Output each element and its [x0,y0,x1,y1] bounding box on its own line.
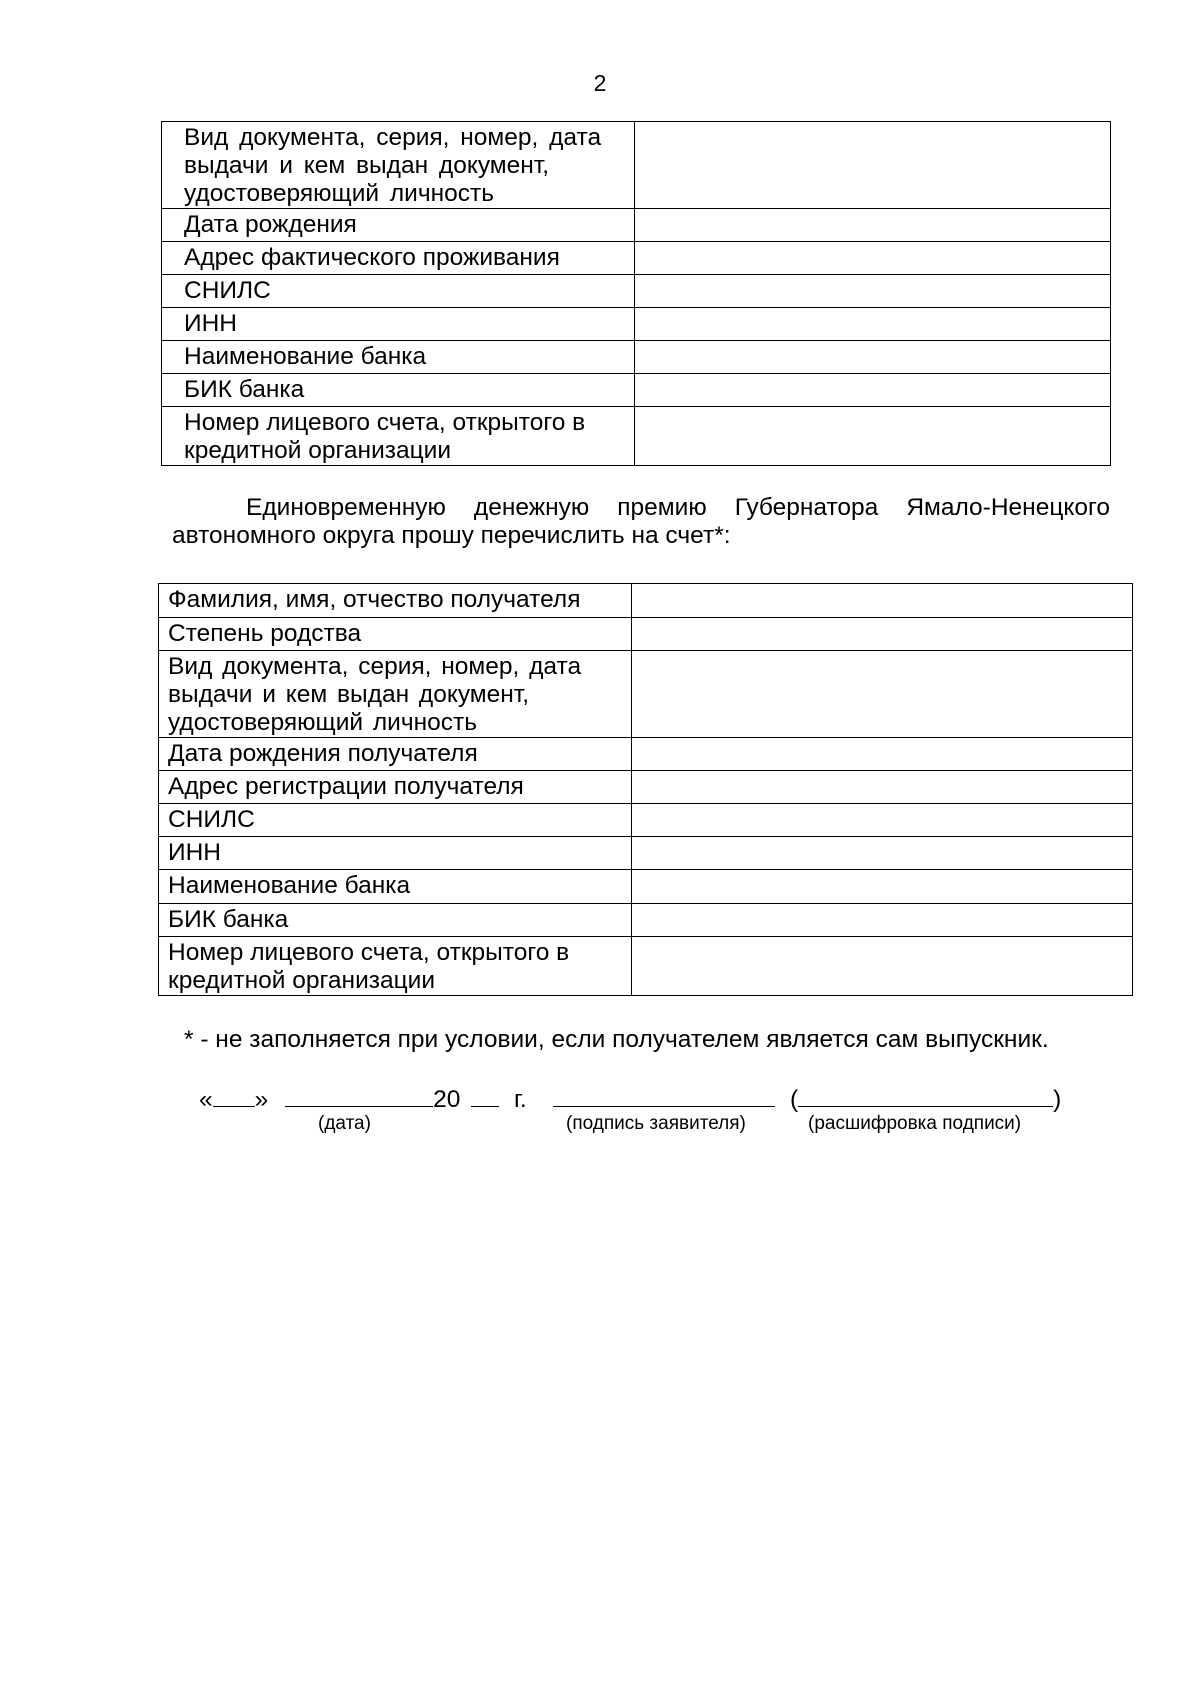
year-blank[interactable] [471,1084,499,1107]
row-label-actual-address: Адрес фактического проживания [162,242,635,275]
row-value-relationship[interactable] [632,618,1133,651]
row-value-inn[interactable] [632,837,1133,870]
table-row [162,275,1111,308]
row-value-inn[interactable] [635,308,1111,341]
row-label-document: Вид документа, серия, номер, дата выдачи и кем выдан документ, удостоверяющий личность [162,122,635,209]
signature-field [553,1084,775,1114]
table-row [162,122,1111,209]
row-label-inn: ИНН [159,837,632,870]
decoding-blank[interactable] [798,1084,1053,1107]
row-value-recipient-birth-date[interactable] [632,738,1133,771]
row-value-recipient-name[interactable] [632,584,1133,618]
row-value-snils[interactable] [632,804,1133,837]
row-value-actual-address[interactable] [635,242,1111,275]
applicant-details-table [161,121,1111,466]
row-label-bank-name: Наименование банка [159,870,632,904]
row-value-snils[interactable] [635,275,1111,308]
table-row [159,937,1133,996]
row-label-bank-bik: БИК банка [159,904,632,937]
recipient-details-table [158,583,1133,996]
signature-caption: (подпись заявителя) [566,1113,746,1134]
row-label-relationship: Степень родства [159,618,632,651]
table-row [159,804,1133,837]
table-row [159,771,1133,804]
row-label-document: Вид документа, серия, номер, дата выдачи и кем выдан документ, удостоверяющий личность [159,651,632,738]
month-blank[interactable] [285,1084,433,1107]
day-blank[interactable] [213,1084,255,1107]
table-row [162,341,1111,374]
table-row [162,209,1111,242]
row-label-inn: ИНН [162,308,635,341]
table-row [162,242,1111,275]
footnote: * - не заполняется при условии, если получателем является сам выпускник. [184,1026,1049,1053]
row-value-document[interactable] [635,122,1111,209]
row-value-bank-name[interactable] [635,341,1111,374]
row-value-account-number[interactable] [632,937,1133,996]
table-row [162,374,1111,407]
date-field [199,1084,527,1114]
paren-close: ) [1053,1086,1062,1113]
row-label-recipient-birth-date: Дата рождения получателя [159,738,632,771]
row-value-bank-bik[interactable] [635,374,1111,407]
table-row [159,837,1133,870]
table-row [162,308,1111,341]
row-value-birth-date[interactable] [635,209,1111,242]
decoding-caption: (расшифровка подписи) [808,1113,1022,1134]
quote-close: » [254,1086,269,1113]
table-row [159,904,1133,937]
row-label-account-number: Номер лицевого счета, открытого в кредитной организации [159,937,632,996]
row-label-bank-name: Наименование банка [162,341,635,374]
row-label-snils: СНИЛС [159,804,632,837]
signature-blank[interactable] [553,1084,775,1107]
row-value-bank-name[interactable] [632,870,1133,904]
row-label-recipient-name: Фамилия, имя, отчество получателя [159,584,632,618]
transfer-request-paragraph: Единовременную денежную премию Губернатора Ямало-Ненецкого автономного округа прошу перечислить на счет*: [172,494,1110,549]
quote-open: « [199,1086,213,1113]
row-label-account-number: Номер лицевого счета, открытого в кредитной организации [162,407,635,466]
row-value-document[interactable] [632,651,1133,738]
table-row [162,407,1111,466]
table-row [159,738,1133,771]
row-label-bank-bik: БИК банка [162,374,635,407]
row-label-birth-date: Дата рождения [162,209,635,242]
table-row [159,584,1133,618]
row-value-account-number[interactable] [635,407,1111,466]
row-value-registration-address[interactable] [632,771,1133,804]
signature-decoding-field [790,1084,1061,1114]
year-suffix: г. [513,1086,527,1113]
table-row [159,651,1133,738]
row-label-snils: СНИЛС [162,275,635,308]
row-value-bank-bik[interactable] [632,904,1133,937]
page-number: 2 [593,70,607,96]
row-label-registration-address: Адрес регистрации получателя [159,771,632,804]
paren-open: ( [790,1086,799,1113]
date-caption: (дата) [318,1113,371,1134]
table-row [159,618,1133,651]
year-prefix: 20 [433,1086,461,1113]
table-row [159,870,1133,904]
